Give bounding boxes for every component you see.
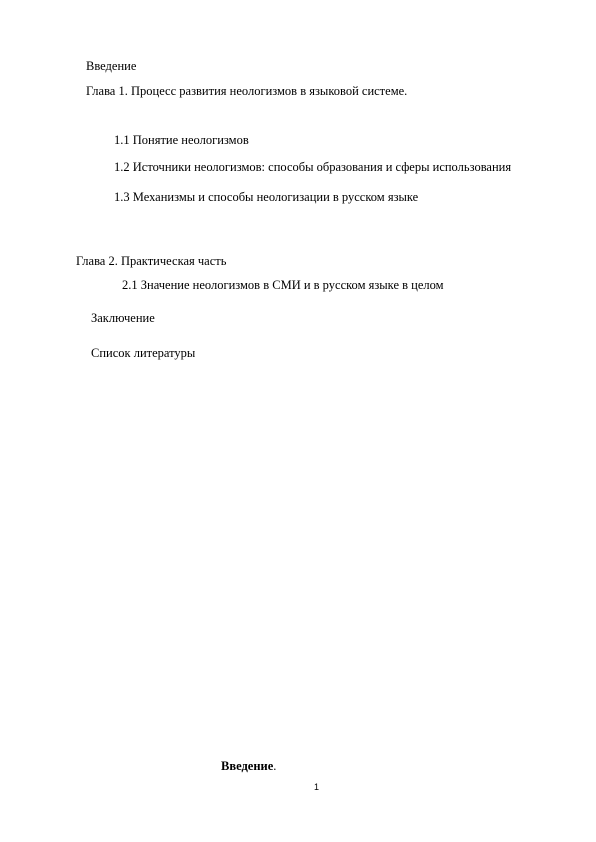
toc-conclusion: Заключение (91, 311, 155, 325)
toc-chapter-1: Глава 1. Процесс развития неологизмов в языковой системе. (86, 84, 408, 98)
section-heading (221, 758, 276, 774)
toc-chapter-2: Глава 2. Практическая часть (76, 254, 227, 268)
toc-section-1-3: 1.3 Механизмы и способы неологизации в русском языке (114, 190, 419, 204)
page-number: 1 (314, 782, 320, 792)
toc-references: Список литературы (91, 346, 196, 360)
toc-section-2-1: 2.1 Значение неологизмов в СМИ и в русском языке в целом (122, 278, 444, 292)
section-heading-punct: . (273, 759, 277, 773)
toc-section-1-1: 1.1 Понятие неологизмов (114, 133, 249, 147)
toc-introduction: Введение (86, 59, 137, 73)
toc-section-1-2: 1.2 Источники неологизмов: способы образования и сферы использования (114, 160, 512, 174)
section-heading-title: Введение (221, 759, 274, 773)
